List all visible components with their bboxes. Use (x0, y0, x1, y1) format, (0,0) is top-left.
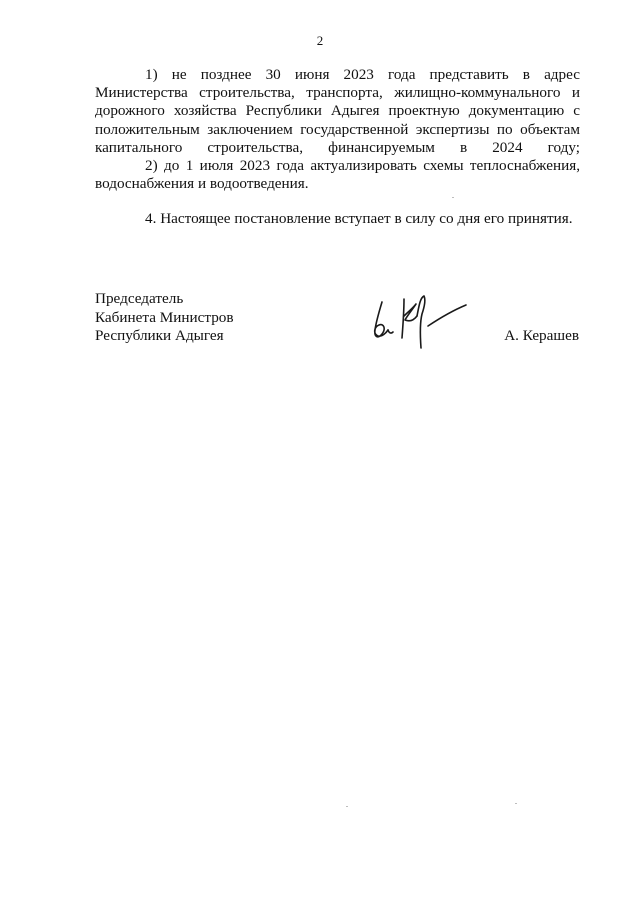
signatory-title-line: Председатель (95, 290, 184, 307)
signatory-title (95, 290, 234, 346)
scan-speck (346, 806, 348, 807)
page-number: 2 (316, 33, 324, 48)
paragraph-gap (95, 193, 580, 210)
scan-speck (515, 803, 517, 804)
signatory-name: А. Керашев (504, 327, 579, 344)
paragraph-item-2: 2) до 1 июля 2023 года актуализировать схемы теплоснабжения, водоснабжения и водоотведения. (95, 157, 580, 193)
scan-speck (452, 197, 454, 198)
paragraph-effective-date: 4. Настоящее постановление вступает в силу со дня его принятия. (145, 210, 573, 228)
document-body (95, 66, 580, 229)
paragraph-item-1: 1) не позднее 30 июня 2023 года представить в адрес Министерства строительства, транспорта, жилищно-коммунального и дорожного хозяйства Республики Адыгея проектную документацию с положительным заключением государственной экспертизы по объектам капитального строительства, финансируемым в 2024 году; (95, 66, 580, 156)
signatory-title-line: Кабинета Министров (95, 308, 234, 326)
handwritten-signature (368, 290, 478, 352)
signatory-title-line: Республики Адыгея (95, 327, 224, 344)
